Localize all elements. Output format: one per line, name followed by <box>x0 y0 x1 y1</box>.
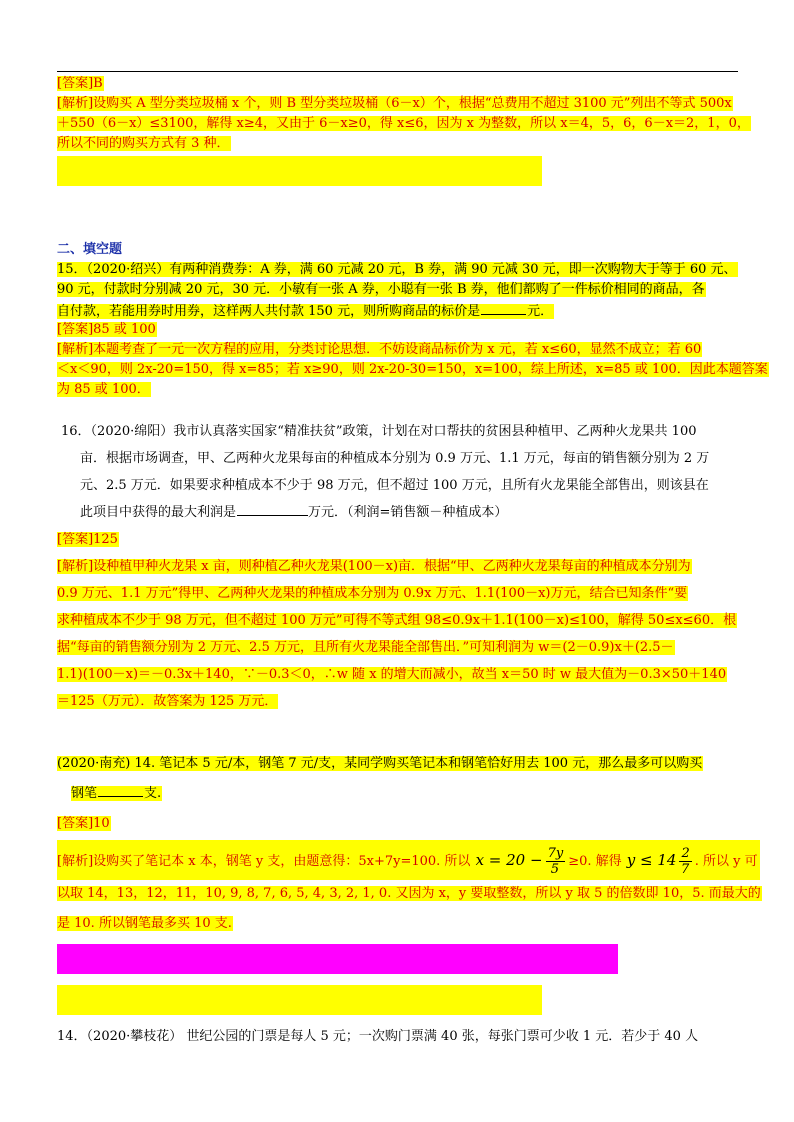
q14-analysis-text: [解析]设购买了笔记本 x 本，钢笔 y 支，由题意得：5x+7y=100. 所以 <box>57 854 471 869</box>
q16-analysis-line: 1.1)(100－x)＝－0.3x＋140，∵－0.3＜0，∴w 随 x 的增大而减小，故当 x＝50 时 w 最大值为－0.3×50＋140 <box>57 667 727 682</box>
answer-blank <box>237 501 308 516</box>
frac-numerator: 2 <box>681 846 690 861</box>
q16-analysis-line: 求种植成本不少于 98 万元，但不超过 100 万元”可得不等式组 98≤0.9x＋1.1(100－x)≤100，解得 50≤x≤60．根 <box>57 613 737 628</box>
q16-line-end: 万元．（利润=销售额－种植成本） <box>308 505 508 520</box>
frac-numerator: 7y <box>547 846 564 861</box>
q15-analysis-line: [解析]本题考查了一元一次方程的应用，分类讨论思想．不妨设商品标价为 x 元，若 x≤60，显然不成立；若 60 <box>57 342 702 357</box>
q1-analysis-line: [解析]设购买 A 型分类垃圾桶 x 个，则 B 型分类垃圾桶（6－x）个，根据“总费用不超过 3100 元”列出不等式 500x <box>57 96 732 111</box>
q16-line: 16．（2020·绵阳）我市认真落实国家“精准扶贫”政策，计划在对口帮扶的贫困县种植甲、乙两种火龙果共 100 <box>61 424 697 439</box>
q1-answer: [答案]B <box>57 76 103 91</box>
section-title: 二、填空题 <box>57 242 123 257</box>
magenta-bar <box>57 944 618 974</box>
q1-analysis-line: ＋550（6－x）≤3100，解得 x≥4，又由于 6－x≥0，得 x≤6，因为 x 为整数，所以 x＝4，5，6，6－x＝2，1，0， <box>57 116 750 131</box>
q15-line-end: 元． <box>527 304 554 319</box>
answer-blank <box>98 782 143 797</box>
y-inequality: y ≤ 14 <box>626 851 677 869</box>
q15-analysis-line: 为 85 或 100． <box>57 382 150 397</box>
fraction-7y-5 <box>546 846 567 877</box>
q14-answer: [答案]10 <box>57 816 110 831</box>
q15-line: 90 元，付款时分别减 20 元，30 元．小敏有一张 A 券，小聪有一张 B 券，他们都购了一件标价相同的商品，各 <box>57 282 705 297</box>
q16-analysis-line: 0.9 万元、1.1 万元”得甲、乙两种火龙果的种植成本分别为 0.9x 万元、1.1(100－x)万元，结合已知条件“要 <box>57 586 688 601</box>
q16-analysis-line: [解析]设种植甲种火龙果 x 亩，则种植乙种火龙果(100－x)亩．根据“甲、乙两种火龙果每亩的种植成本分别为 <box>57 559 691 574</box>
q14-line: 钢笔 <box>71 786 98 801</box>
frac-denominator: 5 <box>550 862 560 877</box>
q14-analysis-line: 以取 14，13，12，11，10, 9, 8, 7, 6, 5, 4, 3, 2, 1, 0. 又因为 x，y 要取整数，所以 y 取 5 的倍数即 10，5. 而最大的 <box>57 886 761 901</box>
q16-line: 亩．根据市场调查，甲、乙两种火龙果每亩的种植成本分别为 0.9 万元、1.1 万元，每亩的销售额分别为 2 万 <box>80 451 710 466</box>
q1-answer-block <box>57 74 750 154</box>
q14b-block <box>57 1027 738 1047</box>
q14b-line: 14．（2020·攀枝花） 世纪公园的门票是每人 5 元；一次购门票满 40 张，每张门票可少收 1 元．若少于 40 人 <box>57 1029 699 1044</box>
x-equation: x = 20 − <box>475 851 543 869</box>
q15-line: 15．（2020·绍兴）有两种消费券：A 券，满 60 元减 20 元，B 券，满 90 元减 30 元，即一次购物大于等于 60 元、 <box>57 262 737 277</box>
q1-analysis-line: 所以不同的购买方式有 3 种． <box>57 136 230 151</box>
q15-block <box>57 260 768 400</box>
header-rule <box>57 71 738 72</box>
q14-line: (2020·南充) 14. 笔记本 5 元/本，钢笔 7 元/支，某同学购买笔记本和钢笔恰好用去 100 元，那么最多可以购买 <box>57 756 703 771</box>
q14-line-end: 支. <box>144 786 162 801</box>
highlight-bar <box>57 985 542 1015</box>
q15-answer: [答案]85 或 100 <box>57 322 156 337</box>
q16-line: 元、2.5 万元．如果要求种植成本不少于 98 万元，但不超过 100 万元，且所有火龙果能全部售出，则该县在 <box>80 478 709 493</box>
q16-analysis-line: ＝125（万元）．故答案为 125 万元． <box>57 694 278 709</box>
q14-analysis-line: 是 10. 所以钢笔最多买 10 支. <box>57 916 232 931</box>
frac-denominator: 7 <box>680 862 690 877</box>
q16-block <box>57 418 738 715</box>
highlight-bar <box>57 156 542 186</box>
q14-analysis-text: ≥0. 解得 <box>568 854 622 869</box>
q16-analysis-line: 据“每亩的销售额分别为 2 万元、2.5 万元，且所有火龙果能全部售出．”可知利润为 w＝(2－0.9)x＋(2.5－ <box>57 640 674 655</box>
answer-blank <box>481 300 526 315</box>
q14-analysis-text: . 所以 y 可 <box>694 854 758 869</box>
fraction-2-7 <box>679 846 692 877</box>
q15-line: 自付款，若能用券时用券，这样两人共付款 150 元，则所购商品的标价是 <box>57 304 481 319</box>
q14-block <box>57 750 761 940</box>
q16-answer: [答案]125 <box>57 532 118 547</box>
q16-line: 此项目中获得的最大利润是 <box>80 505 237 520</box>
q15-analysis-line: ＜x＜90，则 2x-20=150，得 x=85；若 x≥90，则 2x-20-30=150，x=100，综上所述，x=85 或 100．因此本题答案 <box>57 362 768 377</box>
